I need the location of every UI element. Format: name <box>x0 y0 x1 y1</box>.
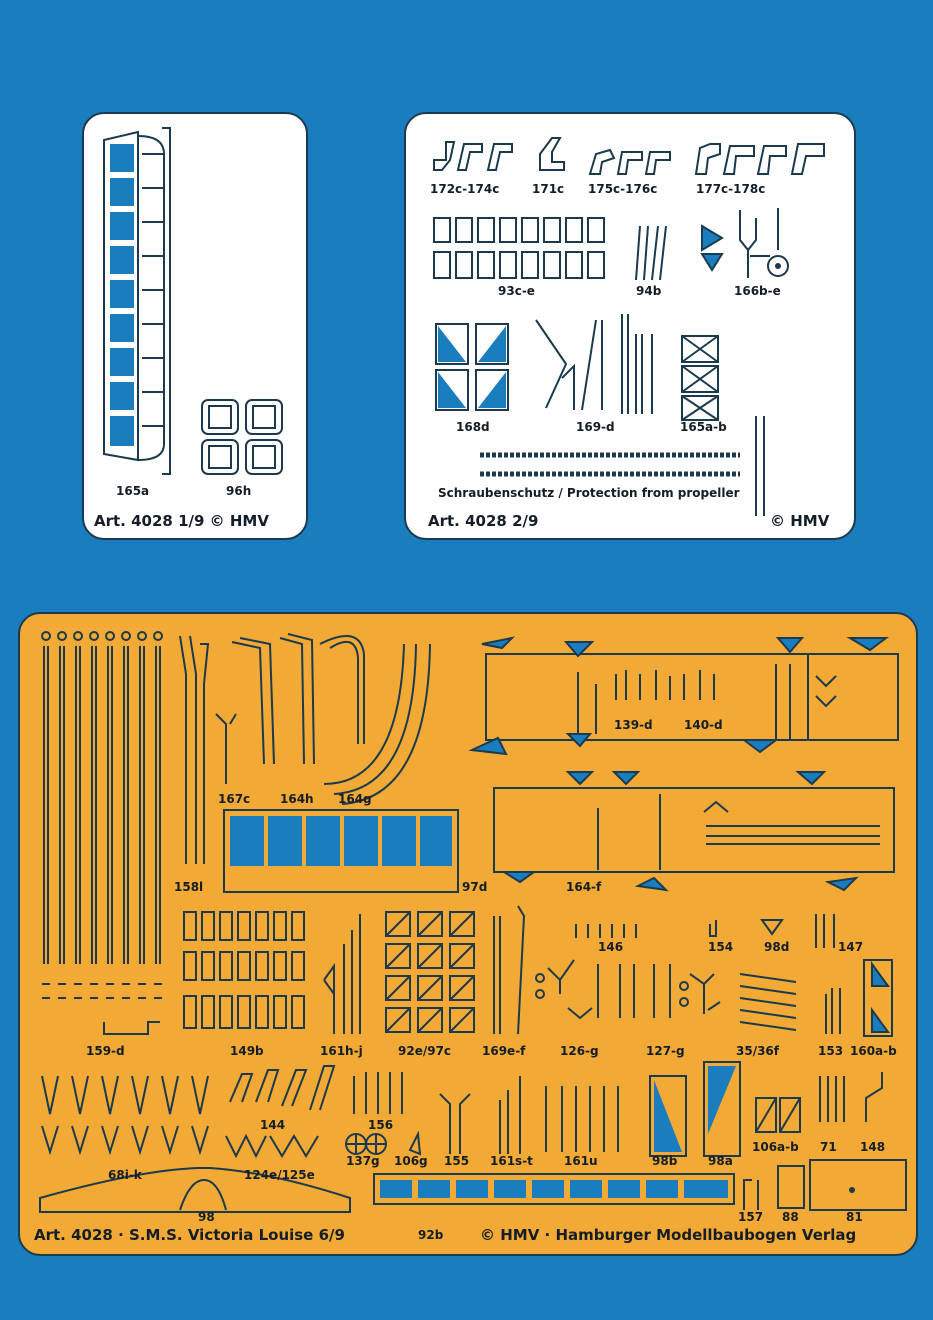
label-139-d: 139-d <box>614 718 653 732</box>
label-160a-b: 160a-b <box>850 1044 897 1058</box>
label-98a: 98a <box>708 1154 733 1168</box>
label-127-g: 127-g <box>646 1044 685 1058</box>
part-92e-97c <box>386 912 474 1032</box>
part-155 <box>440 1094 470 1154</box>
label-68i-k: 68i-k <box>108 1168 142 1182</box>
sheet-1-parts-drawing <box>84 114 306 538</box>
sheet-2-footer-left: Art. 4028 2/9 <box>428 512 539 530</box>
part-68i-k <box>42 1076 208 1152</box>
label-177c-178c: 177c-178c <box>696 182 766 196</box>
label-161h-j: 161h-j <box>320 1044 363 1058</box>
sheet-2-parts-drawing <box>406 114 854 538</box>
label-149b: 149b <box>230 1044 264 1058</box>
part-166b-e <box>702 208 788 278</box>
label-94b: 94b <box>636 284 662 298</box>
part-175c-176c <box>590 150 670 174</box>
part-158l <box>180 636 208 864</box>
label-93c-e: 93c-e <box>498 284 535 298</box>
sheet-1-footer: Art. 4028 1/9 © HMV <box>94 512 269 530</box>
photo-etch-sheet-2 <box>404 112 856 540</box>
part-139-140-frame <box>472 638 898 754</box>
part-71-148 <box>820 1072 882 1122</box>
label-161s-t: 161s-t <box>490 1154 533 1168</box>
part-137g-106g <box>346 1134 420 1154</box>
label-157: 157 <box>738 1210 764 1224</box>
label-98d: 98d <box>764 940 790 954</box>
sheet-6-footer-left: Art. 4028 · S.M.S. Victoria Louise 6/9 <box>34 1226 345 1244</box>
label-71: 71 <box>820 1140 837 1154</box>
label-158l: 158l <box>174 880 204 894</box>
label-159-d: 159-d <box>86 1044 125 1058</box>
part-94b <box>636 226 666 280</box>
part-93c-e <box>434 218 604 278</box>
part-92b <box>374 1174 734 1204</box>
label-137g: 137g <box>346 1154 380 1168</box>
label-169-d: 169-d <box>576 420 615 434</box>
part-35-36f <box>740 974 796 1030</box>
label-96h: 96h <box>226 484 252 498</box>
part-124e-125e <box>226 1136 318 1156</box>
part-161s-t <box>500 1076 520 1154</box>
part-172c-174c <box>434 142 512 170</box>
part-169e-f <box>494 906 524 1034</box>
label-172c-174c: 172c-174c <box>430 182 500 196</box>
label-161u: 161u <box>564 1154 598 1168</box>
part-96h <box>202 400 282 474</box>
label-98: 98 <box>198 1210 215 1224</box>
label-106g: 106g <box>394 1154 428 1168</box>
sheet-6-footer-right: © HMV · Hamburger Modellbaubogen Verlag <box>480 1226 857 1244</box>
label-164h: 164h <box>280 792 314 806</box>
label-92e-97c: 92e/97c <box>398 1044 452 1058</box>
label-148: 148 <box>860 1140 886 1154</box>
part-169-d <box>536 314 652 414</box>
part-144 <box>230 1066 334 1110</box>
part-157-88-81 <box>744 1160 906 1210</box>
label-156: 156 <box>368 1118 394 1132</box>
label-167c: 167c <box>218 792 251 806</box>
propeller-protection-caption: Schraubenschutz / Protection from propeller <box>438 486 740 500</box>
part-159-d <box>42 632 162 1034</box>
part-149b <box>184 912 304 1028</box>
part-177c-178c <box>696 144 824 174</box>
part-98b-98a <box>650 1062 740 1156</box>
part-126-g-127-g <box>536 960 720 1018</box>
label-171c: 171c <box>532 182 565 196</box>
label-168d: 168d <box>456 420 490 434</box>
label-164-f: 164-f <box>566 880 602 894</box>
part-165a-panels <box>110 144 134 446</box>
label-140-d: 140-d <box>684 718 723 732</box>
photo-etch-sheet-6 <box>18 612 918 1256</box>
label-92b: 92b <box>418 1228 444 1242</box>
part-167c-164h-164g <box>216 634 430 804</box>
label-106a-b: 106a-b <box>752 1140 799 1154</box>
part-153-160a-b <box>826 960 892 1036</box>
label-98b: 98b <box>652 1154 678 1168</box>
part-164-f <box>494 772 894 890</box>
part-171c <box>540 138 564 170</box>
label-169e-f: 169e-f <box>482 1044 526 1058</box>
part-161u <box>546 1086 618 1152</box>
label-88: 88 <box>782 1210 799 1224</box>
label-144: 144 <box>260 1118 286 1132</box>
part-106a-b <box>756 1098 800 1132</box>
label-164g: 164g <box>338 792 372 806</box>
sheet-2-footer-right: © HMV <box>770 512 830 530</box>
label-165a-b: 165a-b <box>680 420 727 434</box>
part-156 <box>354 1072 402 1114</box>
part-146 <box>576 924 636 938</box>
label-81: 81 <box>846 1210 863 1224</box>
label-166b-e: 166b-e <box>734 284 781 298</box>
part-161h-j <box>324 914 360 1034</box>
label-175c-176c: 175c-176c <box>588 182 658 196</box>
label-124e-125e: 124e/125e <box>244 1168 315 1182</box>
label-155: 155 <box>444 1154 470 1168</box>
label-165a: 165a <box>116 484 150 498</box>
label-35-36f: 35/36f <box>736 1044 780 1058</box>
photo-etch-sheet-1 <box>82 112 308 540</box>
part-165a-b <box>682 336 718 420</box>
label-153: 153 <box>818 1044 844 1058</box>
label-146: 146 <box>598 940 624 954</box>
label-97d: 97d <box>462 880 488 894</box>
part-97d <box>224 810 458 892</box>
part-168d <box>436 324 508 410</box>
label-154: 154 <box>708 940 734 954</box>
label-147: 147 <box>838 940 864 954</box>
label-126-g: 126-g <box>560 1044 599 1058</box>
